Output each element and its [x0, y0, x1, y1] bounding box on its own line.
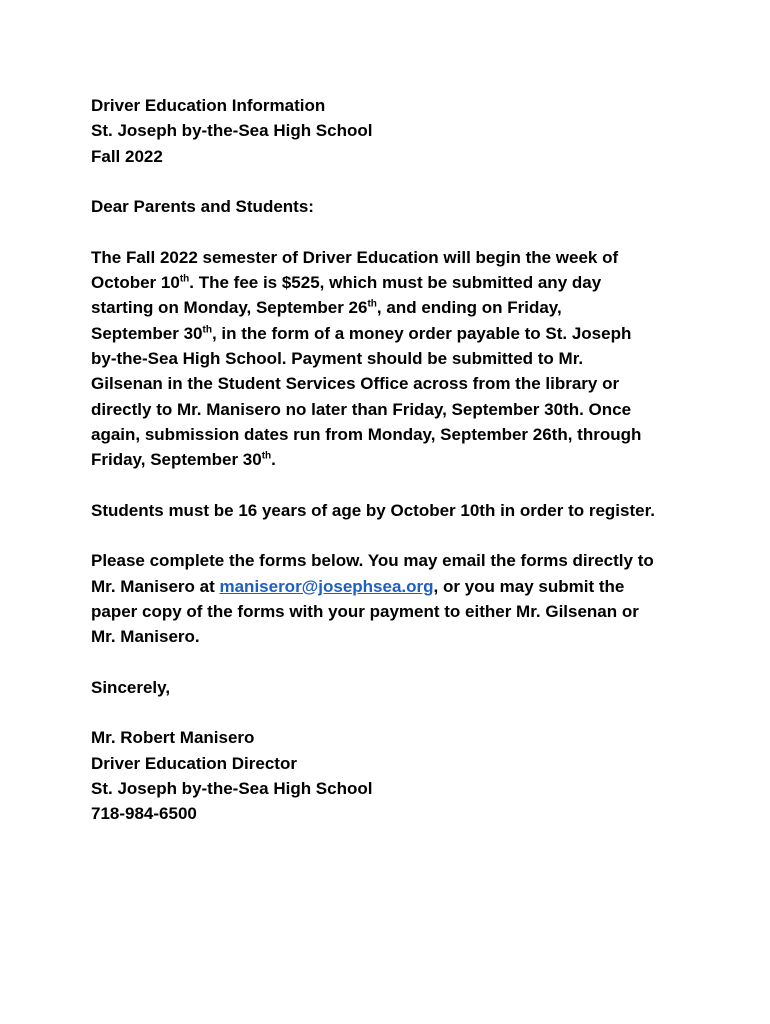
paragraph-line: Students must be 16 years of age by October 10th in order to register.: [91, 500, 655, 520]
paragraph-line: The Fall 2022 semester of Driver Education will begin the week of: [91, 247, 619, 267]
ordinal-suffix: th: [179, 273, 190, 285]
ordinal-suffix: th: [261, 450, 272, 462]
paragraph-line: [91, 574, 711, 599]
paragraph-line: Please complete the forms below. You may email the forms directly to: [91, 551, 654, 571]
signer-title: Driver Education Director: [91, 753, 297, 773]
paragraph-line: Gilsenan in the Student Services Office across from the library or: [91, 374, 620, 394]
text-run: , and ending on Friday,: [376, 298, 562, 318]
paragraph-schedule: [91, 245, 711, 473]
paragraph-forms: [91, 548, 711, 649]
email-link[interactable]: maniseror@josephsea.org: [219, 576, 434, 596]
document-title: Driver Education Information: [91, 96, 326, 115]
paragraph-line: Mr. Manisero.: [91, 627, 200, 647]
paragraph-line: paper copy of the forms with your payment to either Mr. Gilsenan or: [91, 601, 639, 621]
ordinal-suffix: th: [367, 298, 377, 310]
text-run: September 30: [91, 323, 203, 343]
ordinal-suffix: th: [202, 324, 212, 336]
paragraph-line: again, submission dates run from Monday, September 26th, through: [91, 424, 642, 444]
text-run: . The fee is $525, which must be submitted any day: [189, 273, 602, 293]
signer-phone: 718-984-6500: [91, 804, 197, 824]
signature-block: [91, 725, 711, 826]
text-run: October 10: [91, 273, 180, 293]
text-run: Friday, September 30: [91, 450, 262, 470]
signer-name: Mr. Robert Manisero: [91, 728, 255, 748]
paragraph-age-requirement: [91, 498, 711, 523]
letter: [91, 93, 711, 827]
signer-school: St. Joseph by-the-Sea High School: [91, 779, 373, 799]
paragraph-line: [91, 270, 711, 295]
letter-header: [91, 93, 711, 169]
text-run: , in the form of a money order payable to St. Joseph: [211, 323, 632, 343]
text-run: starting on Monday, September 26: [91, 298, 368, 318]
paragraph-line: directly to Mr. Manisero no later than Friday, September 30th. Once: [91, 399, 632, 419]
text-run: Mr. Manisero at: [91, 576, 220, 596]
text-run: , or you may submit the: [433, 576, 625, 596]
text-run: .: [271, 450, 276, 470]
paragraph-line: [91, 321, 711, 346]
closing: [91, 675, 711, 700]
paragraph-line: by-the-Sea High School. Payment should be submitted to Mr.: [91, 348, 584, 368]
school-name: St. Joseph by-the-Sea High School: [91, 121, 373, 141]
salutation-text: Dear Parents and Students:: [91, 197, 314, 217]
closing-text: Sincerely,: [91, 677, 171, 697]
salutation: [91, 194, 711, 219]
paragraph-line: [91, 447, 711, 472]
paragraph-line: [91, 295, 711, 320]
term: Fall 2022: [91, 146, 163, 166]
